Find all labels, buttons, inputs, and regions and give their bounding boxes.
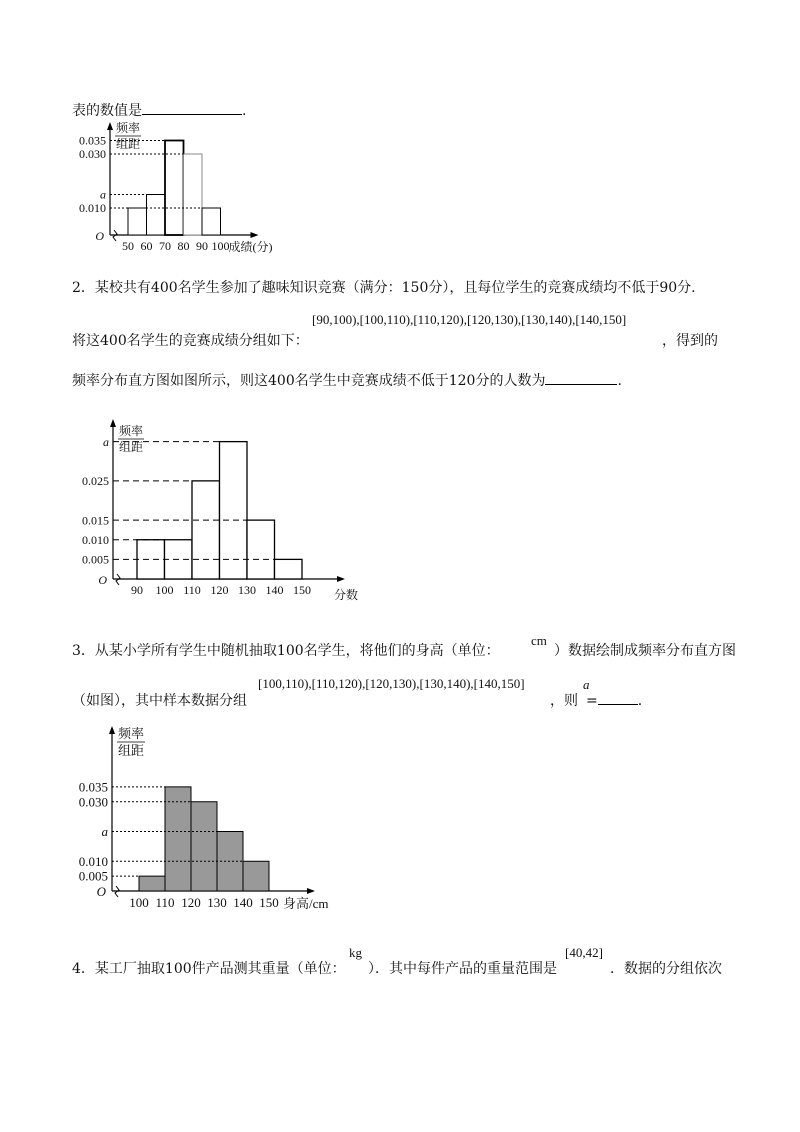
x-tick-label: 100 [129, 895, 149, 910]
y-tick-label: a [101, 824, 108, 840]
histogram-bar [191, 802, 217, 891]
x-tick-label: 140 [233, 895, 253, 910]
q2-line-3-text: 频率分布直方图如图所示，则这400名学生中竞赛成绩不低于120分的人数为 [72, 373, 546, 389]
histogram-bar [275, 559, 303, 579]
q2-line-2-post: ，得到的 [662, 333, 718, 349]
y-axis-title-bottom: 组距 [119, 440, 144, 454]
chart-3-histogram [70, 720, 350, 920]
q3-line-2-pre: （如图），其中样本数据分组 [72, 693, 247, 709]
q4-line-post: ．数据的分组依次 [610, 961, 722, 977]
origin-label: O [98, 572, 107, 587]
q3-line-1-post: ）数据绘制成频率分布直方图 [554, 643, 736, 659]
histogram-bar [147, 195, 166, 236]
y-tick-label: a [103, 434, 109, 449]
x-tick-label: 50 [122, 239, 134, 253]
histogram-bar [247, 520, 275, 579]
y-tick-label: 0.035 [79, 133, 106, 148]
x-tick-label: 90 [131, 583, 143, 597]
x-axis-arrow [251, 232, 259, 238]
q1-tail-line [72, 100, 246, 120]
q4-line-mid: ）．其中每件产品的重量范围是 [368, 961, 557, 977]
x-tick-label: 110 [155, 895, 175, 910]
q4-range-formula: [40,42] [565, 945, 603, 960]
y-axis-arrow [107, 122, 113, 130]
x-tick-label: 110 [183, 583, 201, 597]
y-tick-label: 0.005 [82, 552, 109, 567]
x-tick-label: 120 [210, 583, 229, 597]
histogram-bar [202, 208, 221, 235]
q3-groups-formula: [100,110),[110,120),[120,130),[130,140),[140,150] [258, 676, 525, 691]
x-axis-title: 分数 [334, 588, 359, 602]
y-tick-label: 0.010 [79, 201, 106, 216]
histogram-bar [139, 876, 165, 891]
x-tick-label: 140 [265, 583, 284, 597]
y-tick-label: 0.015 [82, 513, 109, 528]
x-tick-label: 80 [177, 239, 190, 253]
y-tick-label: 0.030 [79, 147, 106, 162]
q2-line-1: 2．某校共有400名学生参加了趣味知识竞赛（满分：150分），且每位学生的竞赛成绩均不低于90分. [72, 280, 696, 296]
x-axis-title: 身高/cm [283, 896, 329, 911]
q3-var-a: a [583, 677, 590, 692]
y-tick-label: a [100, 187, 106, 202]
origin-label: O [95, 228, 104, 243]
x-tick-label: 100 [155, 583, 174, 597]
q2-line-2-pre: 将这400名学生的竞赛成绩分组如下： [72, 333, 309, 349]
histogram-bar [192, 481, 220, 579]
y-tick-label: 0.010 [82, 532, 109, 547]
q3-line-1 [72, 640, 500, 660]
x-tick-label: 130 [207, 895, 227, 910]
y-tick-label: 0.030 [78, 794, 108, 810]
q3-line-1-pre: 3．从某小学所有学生中随机抽取100名学生，将他们的身高（单位： [72, 643, 500, 659]
y-tick-label: 0.010 [78, 853, 108, 869]
y-axis-title-top: 频率 [116, 121, 141, 135]
x-tick-label: 130 [238, 583, 256, 597]
y-axis-title-bottom: 组距 [118, 743, 145, 758]
q1-tail-text: 表的数值是 [72, 103, 142, 119]
q3-answer-line [586, 690, 642, 709]
q4-line-pre: 4．某工厂抽取100件产品测其重量（单位： [72, 961, 346, 977]
histogram-bar [128, 208, 147, 235]
y-tick-label: 0.005 [78, 868, 108, 884]
q1-tail-end: . [242, 103, 247, 119]
x-tick-label: 60 [140, 239, 153, 253]
q3-unit-cm: cm [531, 633, 547, 648]
q2-line-3 [72, 370, 622, 390]
histogram-bar [137, 540, 165, 579]
q2-groups-formula: [90,100),[100,110),[110,120),[120,130),[130,140),[140,150] [312, 312, 627, 327]
y-axis-arrow [109, 726, 115, 734]
y-tick-label: 0.035 [78, 779, 108, 795]
y-axis-title-top: 频率 [118, 726, 145, 741]
y-tick-label: 0.025 [82, 474, 109, 489]
x-tick-label: 90 [196, 239, 208, 253]
q3-answer-blank[interactable] [598, 690, 638, 705]
histogram-bar [220, 442, 248, 579]
x-tick-label: 150 [293, 583, 311, 597]
q2-answer-blank[interactable] [545, 370, 617, 385]
y-axis-arrow [110, 419, 116, 427]
q2-line-2 [72, 330, 309, 350]
histogram-bar [165, 787, 191, 891]
x-tick-label: 150 [259, 895, 279, 910]
q3-eq: = [586, 693, 598, 709]
x-axis-arrow [307, 888, 315, 894]
chart-2-histogram [70, 405, 370, 615]
histogram-bar [184, 154, 203, 235]
q1-answer-blank[interactable] [142, 100, 242, 115]
x-tick-label: 120 [181, 895, 201, 910]
x-tick-label: 100 [211, 239, 230, 253]
q4-unit-kg: kg [349, 945, 362, 960]
x-tick-label: 70 [159, 239, 171, 253]
chart-1-histogram [65, 118, 305, 258]
q3-end: . [637, 693, 643, 709]
origin-label: O [96, 884, 106, 900]
histogram-bar [243, 861, 269, 891]
q3-line-2-mid: ，则 [550, 693, 578, 709]
x-axis-title: 成绩(分) [228, 240, 273, 254]
x-axis-arrow [337, 576, 345, 582]
y-axis-title-top: 频率 [119, 424, 144, 438]
y-axis-title-bottom: 组距 [116, 137, 141, 151]
q2-end: . [617, 373, 622, 389]
histogram-bar [165, 141, 184, 236]
